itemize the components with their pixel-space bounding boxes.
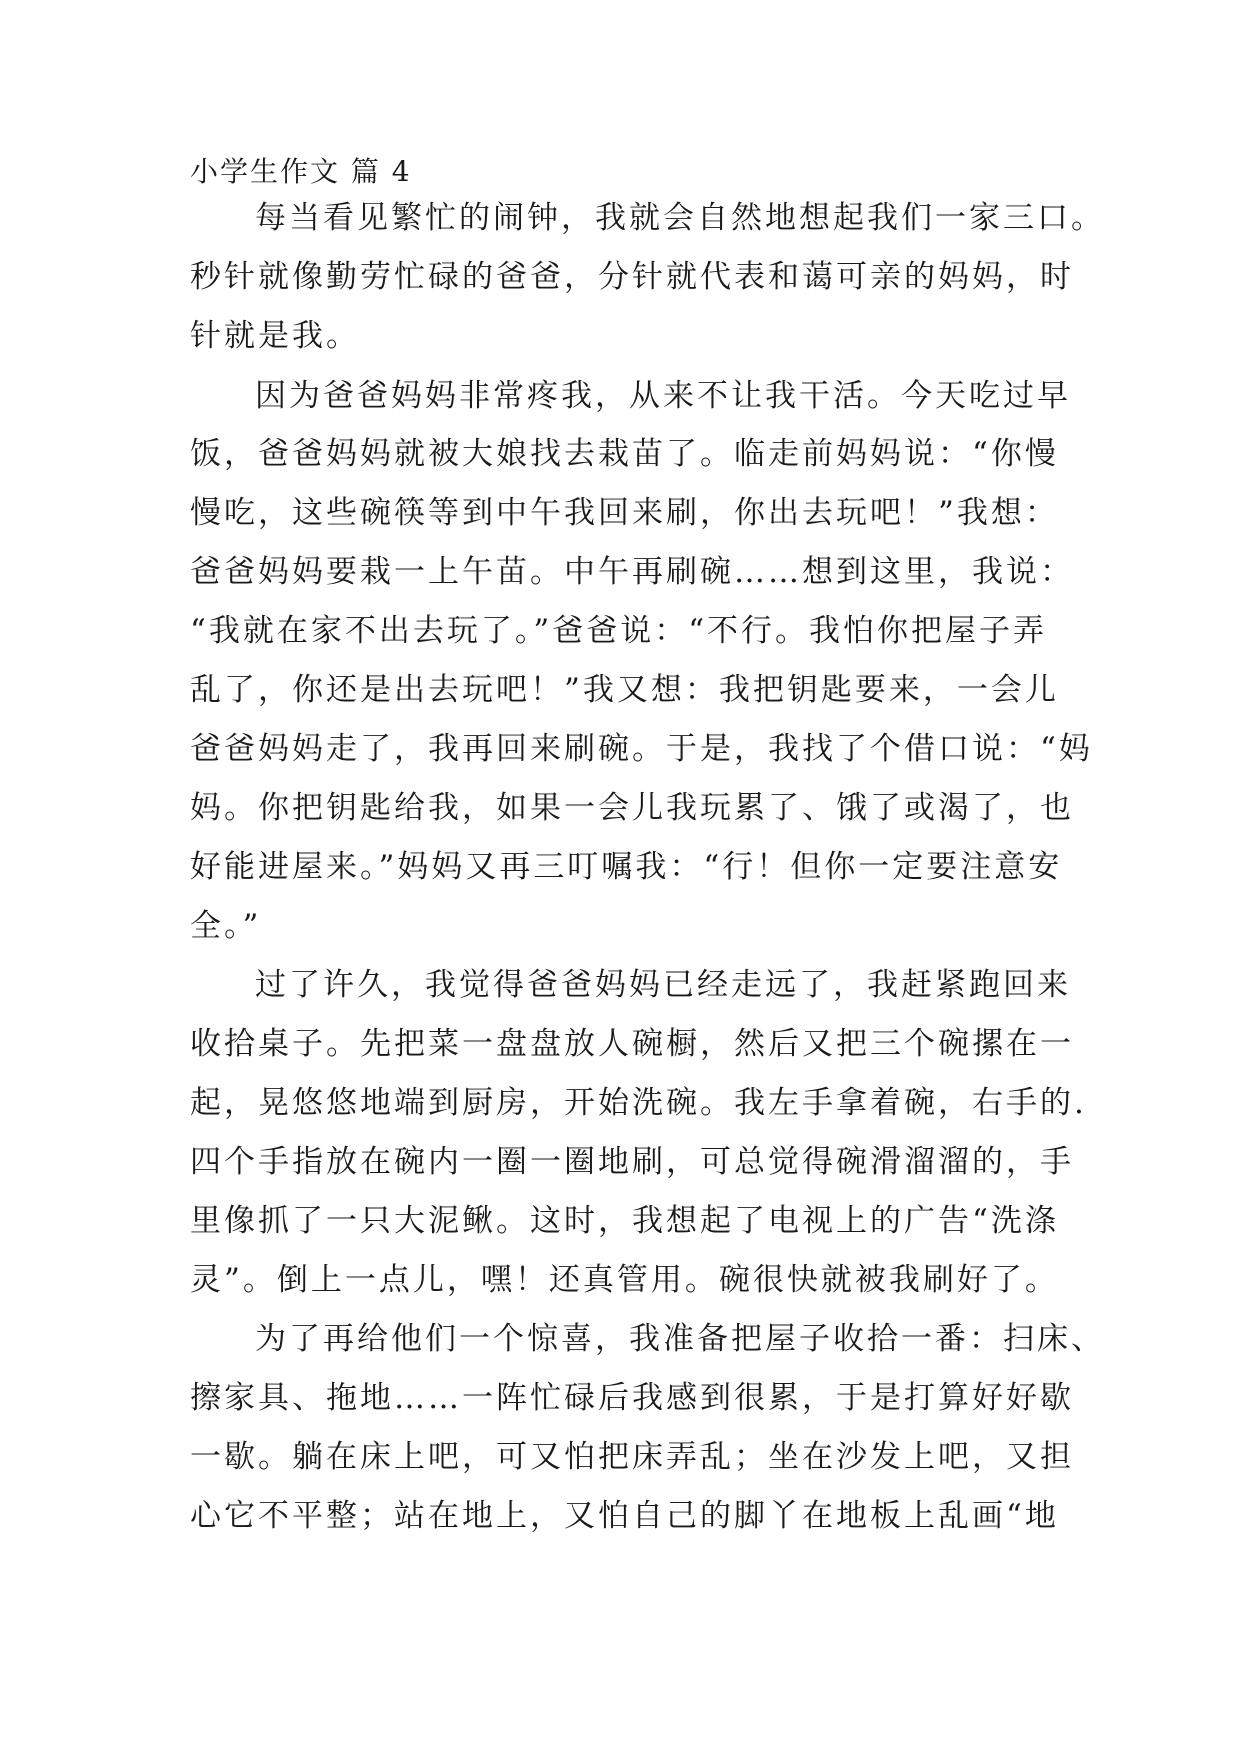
text-line: 每当看见繁忙的闹钟，我就会自然地想起我们一家三口。: [255, 200, 1105, 236]
text-line: 灵”。倒上一点儿，嘿！还真管用。碗很快就被我刷好了。: [190, 1262, 1059, 1298]
text-line: 一歇。躺在床上吧，可又怕把床弄乱；坐在沙发上吧，又担: [190, 1439, 1074, 1475]
text-line: 饭，爸爸妈妈就被大娘找去栽苗了。临走前妈妈说：“你慢: [190, 436, 1059, 472]
text-line: 针就是我。: [190, 318, 360, 354]
text-line: 爸爸妈妈要栽一上午苗。中午再刷碗……想到这里，我说：: [190, 554, 1074, 590]
text-line: 好能进屋来。”妈妈又再三叮嘱我：“行！但你一定要注意安: [190, 849, 1063, 885]
text-line: 心它不平整；站在地上，又怕自己的脚丫在地板上乱画“地: [190, 1498, 1059, 1534]
text-line: 里像抓了一只大泥鳅。这时，我想起了电视上的广告“洗涤: [190, 1203, 1059, 1239]
text-line: 乱了，你还是出去玩吧！”我又想：我把钥匙要来，一会儿: [190, 672, 1059, 708]
text-line: 爸爸妈妈走了，我再回来刷碗。于是，我找了个借口说：“妈: [190, 731, 1093, 767]
essay-title: 小学生作文 篇 4: [190, 155, 412, 188]
text-line: 全。”: [190, 908, 262, 944]
text-line: 擦家具、拖地……一阵忙碌后我感到很累，于是打算好好歇: [190, 1380, 1074, 1416]
text-line: 起，晃悠悠地端到厨房，开始洗碗。我左手拿着碗，右手的.: [190, 1085, 1087, 1121]
text-line: 过了许久，我觉得爸爸妈妈已经走远了，我赶紧跑回来: [255, 967, 1071, 1003]
text-line: 因为爸爸妈妈非常疼我，从来不让我干活。今天吃过早: [255, 378, 1071, 414]
text-line: 为了再给他们一个惊喜，我准备把屋子收拾一番：扫床、: [255, 1321, 1105, 1357]
text-line: 秒针就像勤劳忙碌的爸爸，分针就代表和蔼可亲的妈妈，时: [190, 259, 1074, 295]
text-line: 收拾桌子。先把菜一盘盘放人碗橱，然后又把三个碗摞在一: [190, 1026, 1074, 1062]
text-line: 四个手指放在碗内一圈一圈地刷，可总觉得碗滑溜溜的，手: [190, 1144, 1074, 1180]
text-line: 妈。你把钥匙给我，如果一会儿我玩累了、饿了或渴了，也: [190, 790, 1074, 826]
text-line: 慢吃，这些碗筷等到中午我回来刷，你出去玩吧！”我想：: [190, 495, 1059, 531]
text-line: “我就在家不出去玩了。”爸爸说：“不行。我怕你把屋子弄: [190, 613, 1048, 649]
